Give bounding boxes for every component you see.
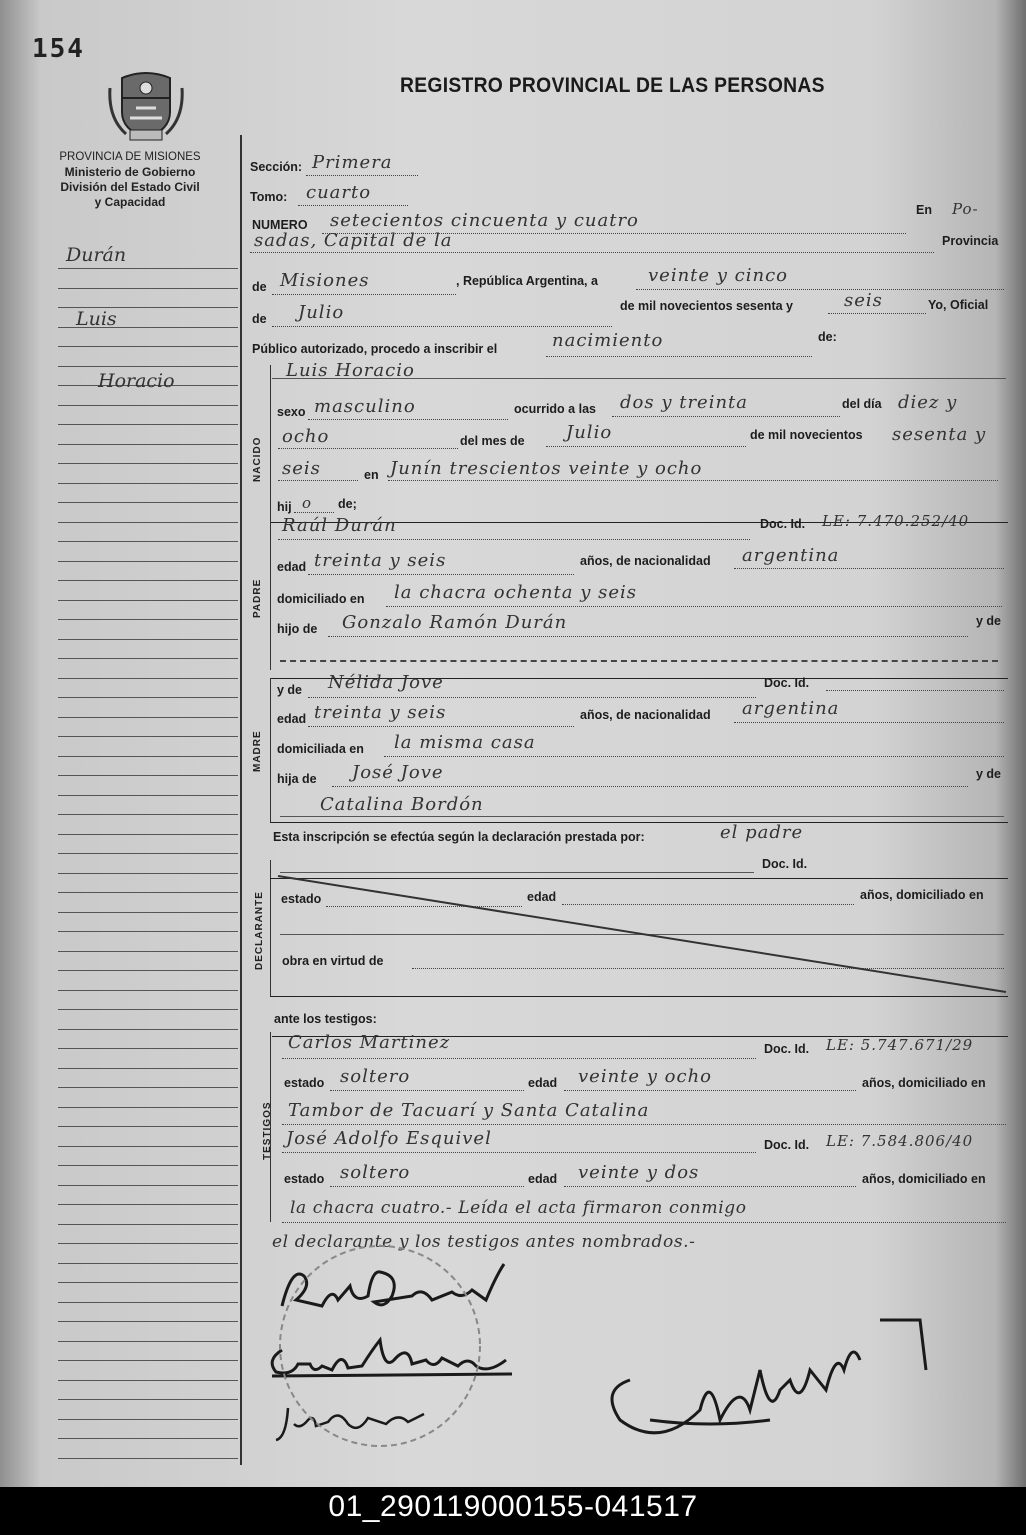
margin-rule [58,736,238,737]
fecha-anio-value: seis [844,290,883,311]
tomo-label: Tomo: [250,190,288,204]
de2-label: de: [818,330,837,344]
margin-rule [58,834,238,835]
hora-label: ocurrido a las [514,402,596,416]
anio-label: de mil novecientos sesenta y [620,299,793,313]
declarante-doc-label: Doc. Id. [762,857,808,871]
dia-label: del día [842,397,882,411]
madre-madre-nombre: Catalina Bordón [320,794,484,815]
testigo2-edad-value: veinte y dos [578,1162,700,1183]
hijo-value: o [302,494,313,512]
numero-label: NUMERO [252,218,308,232]
margin-rule [58,405,238,406]
fecha-dia-value: veinte y cinco [648,265,789,286]
testigo2-domicilio: la chacra cuatro.- Leída el acta firmaron conmigo [290,1198,747,1218]
margin-rule [58,580,238,581]
padre-yde-label: y de [976,614,1002,628]
acto-value: nacimiento [552,330,664,351]
margin-rule [58,1068,238,1069]
testigos-section-label: TESTIGOS [262,1101,273,1160]
margin-rule [58,1263,238,1264]
testigo2-doc-value: LE: 7.584.806/40 [826,1132,974,1150]
margin-surname: Durán [66,244,127,266]
declaracion-value: el padre [720,822,804,843]
margin-second-name: Horacio [98,370,175,392]
sexo-value: masculino [314,396,416,417]
declarante-anios-label: años, domiciliado en [860,888,984,902]
lugar-nacimiento: Junín trescientos veinte y ocho [390,458,703,479]
margin-divider [240,135,242,1465]
margin-rule [58,366,238,367]
margin-rule [58,990,238,991]
testigo2-anios-label: años, domiciliado en [862,1172,986,1186]
file-code: 01_290119000155-041517 [328,1490,698,1523]
madre-domicilio-label: domiciliada en [277,742,364,756]
provincia-value: Misiones [280,270,370,291]
ministry-line: División del Estado Civil [60,180,200,194]
margin-rule [58,853,238,854]
margin-rule [58,1438,238,1439]
mes-label: del mes de [460,434,525,448]
padre-nacionalidad-label: años, de nacionalidad [580,554,711,568]
margin-rule [58,1282,238,1283]
anio-value: sesenta y [892,424,987,445]
margin-rule [58,424,238,425]
testigo2-nombre: José Adolfo Esquivel [286,1128,492,1149]
en-label-2: en [364,468,379,482]
ministry-line: PROVINCIA DE MISIONES [59,151,201,163]
madre-yde-label: y de [277,683,303,697]
testigo1-edad-value: veinte y ocho [578,1066,713,1087]
padre-edad-label: edad [277,560,307,574]
margin-rule [58,1302,238,1303]
tomo-value: cuarto [306,182,372,203]
padre-domicilio-label: domiciliado en [277,592,365,606]
margin-rule [58,541,238,542]
testigo2-edad-label: edad [528,1172,558,1186]
padre-nacionalidad-value: argentina [742,545,840,566]
anio-value-2: seis [282,458,321,479]
dia-value: diez y [898,392,958,413]
testigo1-anios-label: años, domiciliado en [862,1076,986,1090]
testigo2-estado-label: estado [284,1172,325,1186]
provincia-label: Provincia [942,234,999,248]
coat-of-arms-seal [106,68,186,144]
testigos-label: ante los testigos: [274,1012,377,1026]
margin-first-name: Luis [76,308,117,330]
fecha-mes-value: Julio [298,302,345,323]
margin-rule [58,931,238,932]
madre-nacionalidad-value: argentina [742,698,840,719]
margin-rule [58,892,238,893]
mes-value: Julio [566,422,613,443]
margin-rule [58,1107,238,1108]
margin-rule [58,1243,238,1244]
margin-rule [58,873,238,874]
margin-rule [58,444,238,445]
margin-rule [58,1360,238,1361]
margin-rule [58,1165,238,1166]
hijo-label: hij [277,500,292,514]
padre-hijo-label: hijo de [277,622,318,636]
ministry-line: Ministerio de Gobierno [64,165,196,179]
declarante-edad-label: edad [527,890,557,904]
de-label-2: de [252,312,267,326]
margin-rule [58,619,238,620]
margin-rule [58,346,238,347]
margin-rule [58,639,238,640]
ministry-line: y Capacidad [94,195,166,209]
testigo1-domicilio: Tambor de Tacuarí y Santa Catalina [288,1100,650,1121]
margin-rule [58,658,238,659]
sexo-label: sexo [277,405,306,419]
margin-rule [58,483,238,484]
testigo1-estado-value: soltero [340,1066,411,1087]
rubber-stamp [270,1236,490,1456]
margin-rule [58,1224,238,1225]
crossed-out-stroke [270,870,1010,1000]
padre-doc-value: LE: 7.470.252/40 [822,512,970,530]
declarante-obra-label: obra en virtud de [282,954,384,968]
declarante-estado-label: estado [281,892,322,906]
padre-domicilio-value: la chacra ochenta y seis [394,582,637,603]
margin-rule [58,717,238,718]
dia-value-2: ocho [282,426,330,447]
madre-yde2-label: y de [976,767,1002,781]
padre-section-label: PADRE [252,578,263,618]
margin-rule [58,1126,238,1127]
margin-rule [58,1341,238,1342]
padre-doc-label: Doc. Id. [760,517,806,531]
oficial-label: Yo, Oficial [928,298,989,312]
en-label: En [916,203,932,217]
page-title: REGISTRO PROVINCIAL DE LAS PERSONAS [400,74,825,97]
nacido-section-label: NACIDO [252,436,263,482]
page-number: 154 [32,34,85,64]
declarante-section-label: DECLARANTE [254,891,265,970]
testigo1-nombre: Carlos Martinez [288,1032,451,1053]
numero-value: setecientos cincuenta y cuatro [330,210,639,231]
margin-rule [58,463,238,464]
city-value: sadas, Capital de la [254,230,453,251]
publico-label: Público autorizado, procedo a inscribir el [252,342,498,356]
padre-nombre: Raúl Durán [282,515,397,536]
margin-rule [58,951,238,952]
margin-rule [58,1204,238,1205]
madre-edad-value: treinta y seis [314,702,447,723]
margin-rule [58,1087,238,1088]
margin-rule [58,1380,238,1381]
margin-rule [58,814,238,815]
testigo2-doc-label: Doc. Id. [764,1138,810,1152]
margin-rule [58,970,238,971]
signature-oficial [590,1310,950,1460]
margin-rule [58,912,238,913]
nacido-nombre: Luis Horacio [286,360,415,381]
margin-rule [58,678,238,679]
margin-rule [58,1321,238,1322]
margin-rule [58,1419,238,1420]
margin-rule [58,600,238,601]
margin-rule [58,502,238,503]
margin-rule [58,288,238,289]
madre-section-label: MADRE [252,730,263,772]
declaracion-label: Esta inscripción se efectúa según la declaración prestada por: [273,830,645,844]
margin-rule [58,697,238,698]
testigo1-edad-label: edad [528,1076,558,1090]
margin-rule [58,1399,238,1400]
testigo1-doc-value: LE: 5.747.671/29 [826,1036,974,1054]
ministry-header [40,150,220,210]
madre-doc-label: Doc. Id. [764,676,810,690]
de-label-3: de; [338,497,357,511]
madre-nombre: Nélida Jove [328,672,444,693]
madre-nacionalidad-label: años, de nacionalidad [580,708,711,722]
cierre-acta: el declarante y los testigos antes nombrados.- [272,1232,696,1252]
hora-value: dos y treinta [620,392,749,413]
madre-domicilio-value: la misma casa [394,732,536,753]
en-value: Po- [952,200,979,218]
republica-label: , República Argentina, a [456,274,598,288]
madre-edad-label: edad [277,712,307,726]
seccion-label: Sección: [250,160,303,174]
margin-rule [58,1048,238,1049]
testigo1-doc-label: Doc. Id. [764,1042,810,1056]
margin-rule [58,522,238,523]
padre-edad-value: treinta y seis [314,550,447,571]
madre-padre-nombre: José Jove [352,762,444,783]
madre-hija-label: hija de [277,772,317,786]
margin-rule [58,1009,238,1010]
margin-rule [58,561,238,562]
padre-padre-nombre: Gonzalo Ramón Durán [342,612,568,633]
testigo2-estado-value: soltero [340,1162,411,1183]
margin-rule [58,1146,238,1147]
margin-rule [58,1185,238,1186]
de-label: de [252,280,267,294]
testigo1-estado-label: estado [284,1076,325,1090]
margin-rule [58,756,238,757]
seccion-value: Primera [312,152,393,173]
margin-rule [58,268,238,269]
anio-label-2: de mil novecientos [750,428,863,442]
margin-rule [58,795,238,796]
margin-rule [58,1458,238,1459]
margin-rule [58,775,238,776]
margin-rule [58,1029,238,1030]
